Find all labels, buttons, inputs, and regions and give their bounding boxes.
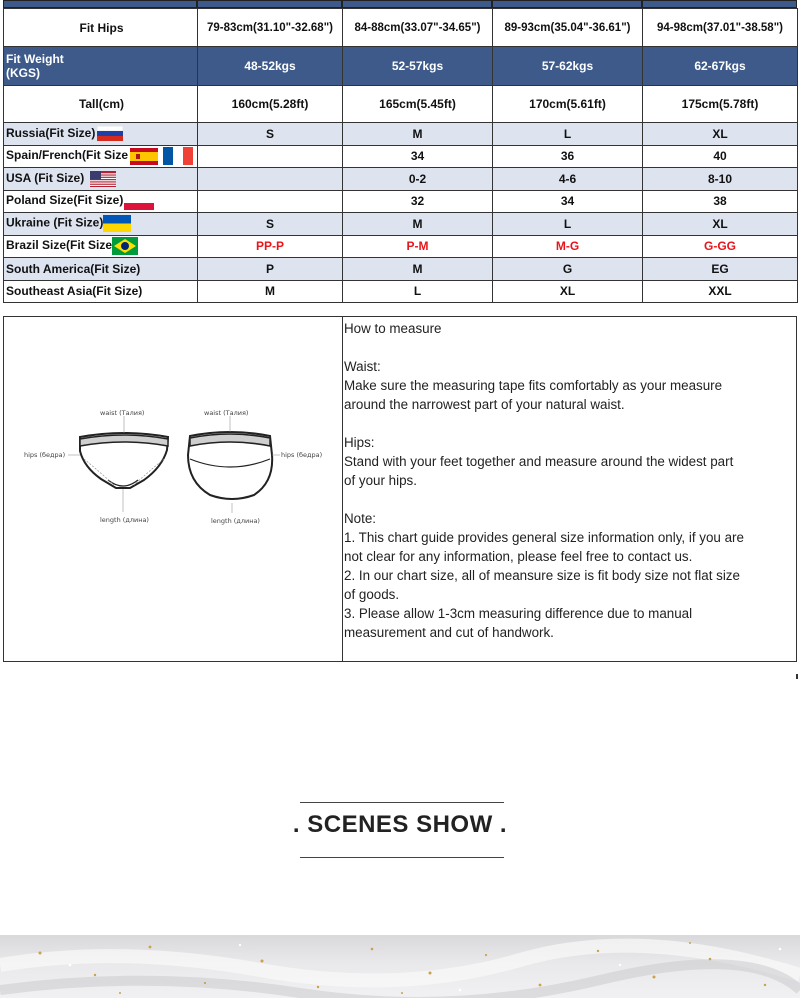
row-label [4,168,198,191]
row-label [4,145,198,168]
panty-diagram-image [4,317,342,661]
table-cell: M [343,258,493,281]
table-cell: 34 [343,145,493,168]
spain-flag-icon [130,148,158,165]
table-cell: M [343,213,493,236]
weight-unit: (KGS) [6,66,40,80]
table-cell: EG [643,258,798,281]
row-label-text: Ukraine (Fit Size) [6,215,104,230]
table-cell: XXL [643,280,798,303]
table-cell: P-M [343,235,493,258]
hips-label-right: hips (бедра) [281,451,323,459]
length-label-left: length (длина) [100,516,149,524]
table-cell: 175cm(5.78ft) [643,86,798,123]
row-label-text: Spain/French(Fit Size [6,148,129,163]
row-label-text: USA (Fit Size) [6,170,85,185]
header-cell [342,0,492,8]
table-cell: PP-P [198,235,343,258]
waist-text: around the narrowest part of your natural waist. [344,397,625,412]
row-label [4,123,198,146]
table-cell [198,145,343,168]
table-cell: M [343,123,493,146]
table-row-southeast-asia [4,280,798,303]
spacer [344,338,796,357]
table-cell: 57-62kgs [493,47,643,86]
row-label: Fit Hips [4,9,198,47]
row-label [4,190,198,213]
table-cell: XL [643,123,798,146]
table-row-russia [4,123,798,146]
table-cell: 36 [493,145,643,168]
table-cell: 160cm(5.28ft) [198,86,343,123]
table-row-brazil [4,235,798,258]
table-cell: L [343,280,493,303]
table-cell: 170cm(5.61ft) [493,86,643,123]
note-title: Note: [344,511,377,526]
note-text: of goods. [344,587,400,602]
waist-label-right: waist (Талия) [204,409,249,417]
note-text: 3. Please allow 1-3cm measuring difference due to manual [344,606,693,621]
scenes-show-header [0,800,800,860]
note-text: not clear for any information, please feel free to contact us. [344,549,693,564]
hips-label-left: hips (бедра) [24,451,66,459]
brief-left-outline [68,416,168,512]
ukraine-flag-icon [103,215,131,232]
table-cell: G-GG [643,235,798,258]
edge-mark [796,674,798,679]
row-label-text: Poland Size(Fit Size) [6,192,124,207]
france-flag-icon [163,147,193,165]
table-cell: 89-93cm(35.04"-36.61") [493,9,643,47]
brief-right-outline [188,416,280,513]
waist-text: Make sure the measuring tape fits comfortably as your measure [344,378,723,393]
table-row-tall [4,86,798,123]
spacer [344,490,796,509]
waist-title: Waist: [344,359,381,374]
size-chart-table [3,8,798,303]
brazil-flag-icon [112,237,138,255]
table-cell: 52-57kgs [343,47,493,86]
note-text: 1. This chart guide provides general size information only, if you are [344,530,744,545]
measurement-diagram [4,317,343,661]
how-to-measure-panel [3,316,797,662]
scene-photo [0,935,800,998]
russia-flag-icon [97,126,123,141]
table-cell: 40 [643,145,798,168]
table-cell [198,168,343,191]
table-cell: 84-88cm(33.07"-34.65") [343,9,493,47]
table-cell: S [198,123,343,146]
waist-label-left: waist (Талия) [100,409,145,417]
row-label-text: Brazil Size(Fit Size [6,238,113,253]
table-cell: 94-98cm(37.01"-38.58") [643,9,798,47]
row-label: Tall(cm) [4,86,198,123]
row-label: Southeast Asia(Fit Size) [4,280,198,303]
table-cell: P [198,258,343,281]
row-label [4,213,198,236]
table-cell: 32 [343,190,493,213]
table-cell [198,190,343,213]
note-text: 2. In our chart size, all of meansure size is fit body size not flat size [344,568,740,583]
table-cell: L [493,213,643,236]
row-label: South America(Fit Size) [4,258,198,281]
table-row-south-america [4,258,798,281]
row-label [4,235,198,258]
weight-label: Fit Weight [6,52,64,66]
scenes-title: . SCENES SHOW . [292,811,508,838]
hips-title: Hips: [344,435,375,450]
measure-heading: How to measure [344,321,442,336]
table-cell: 79-83cm(31.10"-32.68") [198,9,343,47]
usa-flag-icon [90,171,116,187]
length-label-right: length (длина) [211,517,260,525]
hips-text: of your hips. [344,473,417,488]
table-row-ukraine [4,213,798,236]
divider-top [300,802,504,803]
note-text: measurement and cut of handwork. [344,625,554,640]
table-cell: M-G [493,235,643,258]
hips-text: Stand with your feet together and measure around the widest part [344,454,734,469]
table-cell: G [493,258,643,281]
table-cell: 4-6 [493,168,643,191]
row-label [4,47,198,86]
table-cell: L [493,123,643,146]
header-cell [492,0,642,8]
poland-flag-icon [124,196,154,210]
header-cell [642,0,797,8]
table-cell: 165cm(5.45ft) [343,86,493,123]
table-cell: 48-52kgs [198,47,343,86]
table-cell: M [198,280,343,303]
table-cell: XL [643,213,798,236]
row-label-text: Russia(Fit Size) [6,126,96,141]
table-cell: 38 [643,190,798,213]
table-cell: 0-2 [343,168,493,191]
sparkle-fabric-image [0,935,800,998]
table-cell: 8-10 [643,168,798,191]
spacer [344,414,796,433]
table-cell: S [198,213,343,236]
table-row-poland [4,190,798,213]
table-row-usa [4,168,798,191]
table-row-spain-french [4,145,798,168]
table-row-fit-weight [4,47,798,86]
table-cell: 34 [493,190,643,213]
header-cell [197,0,342,8]
table-row-fit-hips [4,9,798,47]
header-cell [3,0,197,8]
table-cell: XL [493,280,643,303]
table-cell: 62-67kgs [643,47,798,86]
divider-bottom [300,857,504,858]
measure-instructions [344,319,796,642]
